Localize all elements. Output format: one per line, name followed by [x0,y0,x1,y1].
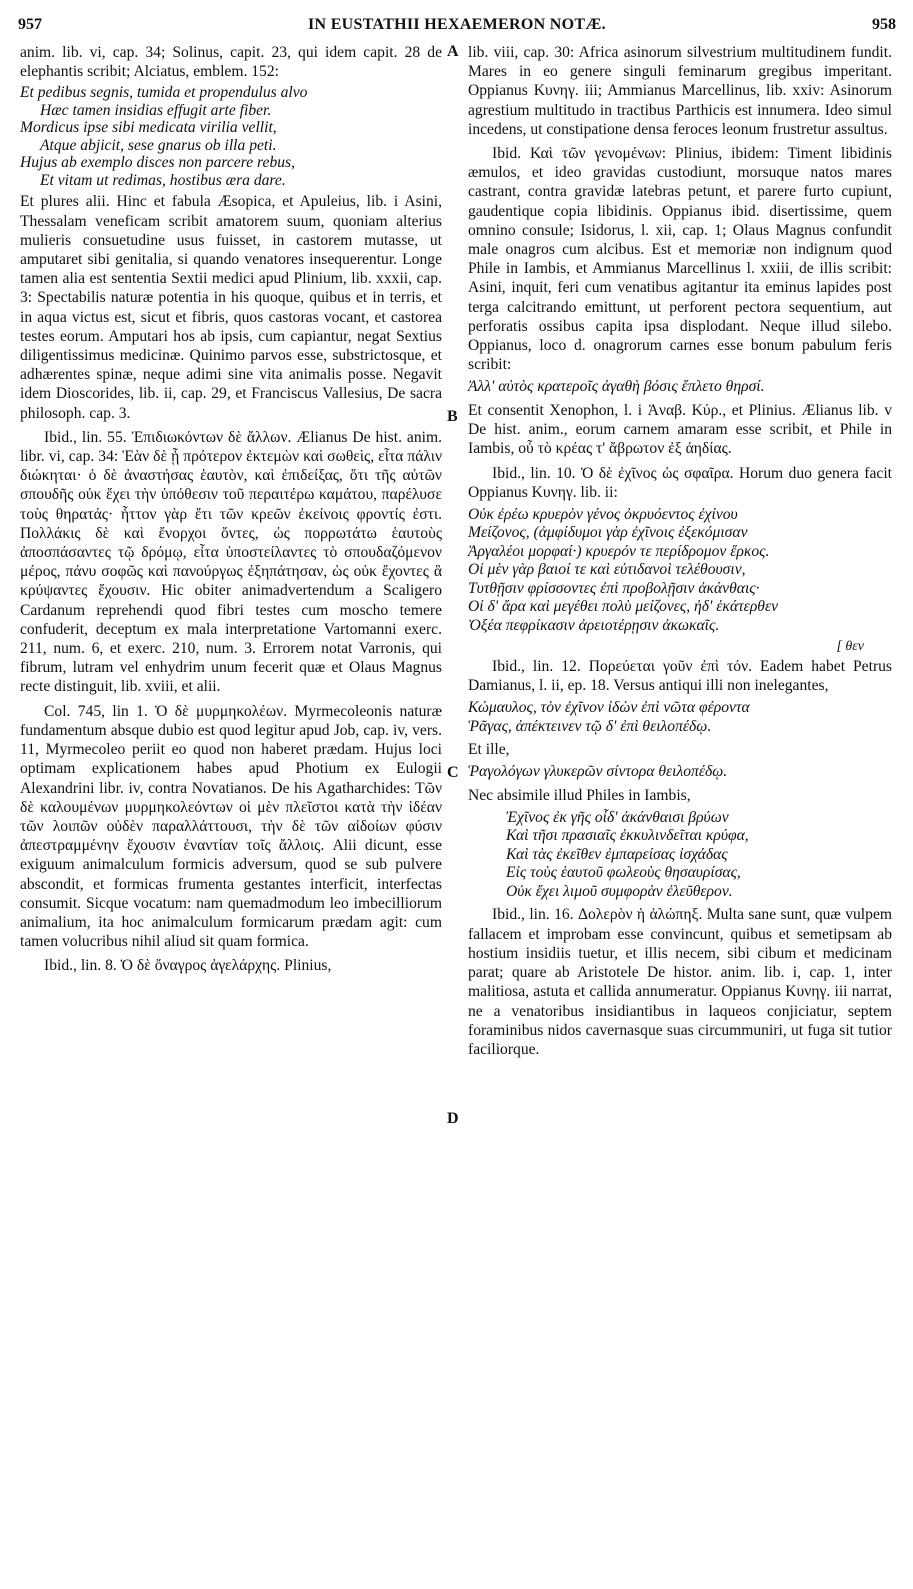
greek-verse [468,506,892,636]
paragraph: Ibid., lin. 8. Ὁ δὲ ὄναγρος ἀγελάρχης. Plinius, [44,957,332,975]
verse-line: Hujus ab exemplo disces non parcere rebus, [20,154,295,172]
verse-line: Mordicus ipse sibi medicata virilia vellit, [20,119,277,137]
verse-line: Ἀργαλέοι μορφαί·) κρυερόν τε περίδρομον ἕρκος. [468,542,770,560]
paragraph: Col. 745, lin 1. Ὁ δὲ μυρμηκολέων. Myrmecoleonis naturæ fundamentum absque dubio est quod legitur apud Job, cap. iv, vers. 11, Myrmecoleo periit eo quod non haberet prædam. Hujus loci optimam explicationem habes apud Photium ex Eulogii Alexandrini libr. iv, contra Novatianos. De his Agatharchides: Τῶν δὲ καλουμένων μυρμηκολεόντων οἱ μὲν πλεῖστοι κατὰ τὴν ἰδέαν τῶν λοιπῶν οὐδὲν παραλλάττουσι, τὴν δὲ τῶν αἰδοίων φύσιν ἀπεστραμμένην ἔχουσιν ἐναντίαν τοῖς ἄλλοις. Alii dicunt, esse exiguum animalculum formicis adversum, quod se sub pulvere abscondit, et formicas frumenta gestantes interficit, interfectas consumit. Sicque vocatum: nam quemadmodum leo imbecilliorum animalium, ita hoc animalculum formicarum prædam agit: cum tamen volucribus nihil aliud sit quam formica. [20,702,442,951]
verse-line: Atque abjicit, sese gnarus ob illa peti. [40,136,277,154]
running-header [18,16,896,38]
paragraph: Ibid., lin. 12. Πορεύεται γοῦν ἐπὶ τόν. Eadem habet Petrus Damianus, l. ii, ep. 18. Versus antiqui illi non inelegantes, [468,657,892,694]
verse-line: Ὀξέα πεφρίκασιν ἀρειοτέρῃσιν ἀκωκαῖς. [468,616,720,634]
paragraph: Ibid. Καὶ τῶν γενομένων: Plinius, ibidem: Timent libidinis æmulos, et ideo gravidas custodiunt, morsuque natos mares castrant, contra gravidæ latebras petunt, et parere furto cupiunt, gaudentique copia libidinis. Oppianus ibid. disertissime, quem omnino consule; Isidorus, l. xii, cap. 1; Olaus Magnus confundit male onagros cum alcibus. Est et memoriæ non indignum quod Phile in Iambis, et Ammianus Marcellinus l. xxiii, de illis scribit: Asini, inquit, feri cum venatibus agitantur ita eminus lapides post terga calcitrando emittunt, ut perforent pectora sequentium, aut perforatis ossibus capita ipsa displodant. Neque illud silebo. Oppianus, loco d. onagrorum carnes esse bonum pabulum feris scribit: [468,145,892,374]
verse-line: Ἐχῖνος ἐκ γῆς οἶδ' ἀκάνθαισι βρύων [506,808,729,826]
paragraph: Et ille, [468,741,510,759]
paragraph: Et plures alii. Hinc et fabula Æsopica, et Apuleius, lib. i Asini, Thessalam veneficam scribit amatorem suum, quoniam alterius mulieris consuetudine usus fuisset, in castorem mutasse, ut amputaret sibi genitalia, si quando venatores insequerentur. Longe tamen alia est sententia Sextii medici apud Plinium, lib. xxxii, cap. 3: Spectabilis naturæ potentia in his quoque, quibus et in terris, et in aqua victus est, sicut et fibris, quos castoras vocant, et castorea testes eorum. Amputari hos ab ipsis, cum capiantur, negat Sextius diligentissimus medicinæ. Quinimo parvos esse, substrictosque, et adhærentes spinæ, neque adimi sine vita animalis posse. Negavit idem Dioscorides, lib. ii, cap. 29, et Franciscus Vallesius, De sacra philosoph. cap. 3. [20,193,442,422]
left-column [20,43,442,976]
paragraph: anim. lib. vi, cap. 34; Solinus, capit. 23, qui idem capit. 28 de elephantis scribit; Alciatus, emblem. 152: [20,44,442,81]
paragraph: lib. viii, cap. 30: Africa asinorum silvestrium multitudinem fundit. Mares in eo genere singuli feminarum gregibus imperitant. Oppianus Κυνηγ. iii; Ammianus Marcellinus, lib. xxiv: Asinorum agrestium multitudo in tractibus Parthicis est innumera. Ideo simul incedens, ut constipatione densa feroces leonum frustretur assultus. [468,44,892,138]
greek-verse [468,699,892,736]
paragraph: Ibid., lin. 55. Ἐπιδιωκόντων δὲ ἄλλων. Ælianus De hist. anim. libr. vi, cap. 34: Ἐὰν δὲ ᾖ πρότερον ἐκτεμὼν καὶ σωθεὶς, εἶτα πάλιν διώκηται· ὁ δὲ ἀναστήσας ἑαυτὸν, καὶ ἐπιδείξας, ὅτι τῆς αὐτῶν σπουδῆς οὐκ ἔχει τὴν ὑπόθεσιν τοῦ περαιτέρω καμάτου, παρέλυσε τοὺς θηρατάς· ἧττον γὰρ ἔτι τῶν κρεῶν ἐκείνοις φροντίς ἐστι. Πολλάκις δὲ καὶ ἔνορχοι ὄντες, ὡς πορρωτάτω ἑαυτοὺς ἀποσπάσαντες τῷ δρόμῳ, εἶτα ὑποστείλαντες τὸ σπουδαζόμενον μέρος, πάνυ σοφῶς καὶ πανούργως ἐξηπάτησαν, ὡς οὐκ ἔχοντες ἃ κρύψαντες ἔχουσιν. Hic obiter animadvertendum a Scaligero Cardanum reprehendi quod fibri testes cum moscho temere confuderit, deceptum ex mala interpretatione Vartomanni exerc. 211, num. 6, et exerc. 210, num. 3. Errorem notat Varronis, qui fibrum, lutram vel enhydrim unum fecerit quæ et Olaus Magnus recte distinguit, lib. xviii, et alii. [20,428,442,696]
running-title: IN EUSTATHII HEXAEMERON NOTÆ. [308,16,606,33]
greek-verse: Ῥαγολόγων γλυκερῶν σίντορα θειλοπέδῳ. [468,763,728,781]
verse-line: Ῥᾶγας, ἀπέκτεινεν τῷ δ' ἐπὶ θειλοπέδῳ. [468,717,712,735]
page-number-left: 957 [18,16,42,33]
margin-mark-c: C [447,764,459,781]
line-continuation: [ θεν [836,639,864,655]
margin-mark-d: D [447,1110,459,1127]
verse-line: Εἰς τοὺς ἑαυτοῦ φωλεοὺς θησαυρίσας, [506,864,741,882]
paragraph: Et consentit Xenophon, l. i Ἀναβ. Κύρ., et Plinius. Ælianus lib. v De hist. anim., eorum carnem amaram esse scribit, et Phile in Iambis, οὗ τὸ κρέας τ' ἄβρωτον ἐξ ἀηδίας. [468,401,892,458]
paragraph: Ibid., lin. 10. Ὁ δὲ ἐχῖνος ὡς σφαῖρα. Horum duo genera facit Oppianus Κυνηγ. lib. ii: [468,464,892,501]
greek-verse: Ἀλλ' αὐτὸς κρατεροῖς ἀγαθὴ βόσις ἔπλετο θηρσί. [468,378,765,396]
verse-line: Et pedibus segnis, tumida et propendulus alvo [20,84,308,102]
greek-verse [468,809,892,902]
verse-line: Οἱ δ' ἄρα καὶ μεγέθει πολὺ μείζονες, ἠδ' ἑκάτερθεν [468,598,779,616]
verse-line: Κώμαυλος, τὸν ἐχῖνον ἰδὼν ἐπὶ νῶτα φέροντα [468,699,750,717]
verse-line: Οὐκ ἐρέω κρυερὸν γένος ὀκρυόεντος ἐχίνου [468,505,738,523]
verse-line: Τυτθῇσιν φρίσσοντες ἐπὶ προβολῇσιν ἀκάνθαις· [468,579,760,597]
verse-line: Οἱ μὲν γὰρ βαιοί τε καὶ εὐτιδανοὶ τελέθουσιν, [468,561,746,579]
page-number-right: 958 [872,16,896,33]
latin-verse [20,84,442,189]
verse-line: Hæc tamen insidias effugit arte fiber. [40,101,272,119]
verse-line: Μείζονος, (ἀμφίδυμοι γὰρ ἐχῖνοις ἐξεκόμισαν [468,524,748,542]
verse-line: Καὶ τὰς ἐκεῖθεν ἐμπαρείσας ἰσχάδας [506,845,728,863]
margin-mark-b: B [447,408,458,425]
paragraph: Nec absimile illud Philes in Iambis, [468,786,691,804]
margin-mark-a: A [447,43,459,60]
verse-line: Et vitam ut redimas, hostibus æra dare. [40,171,286,189]
verse-line: Καὶ τῆσι πρασιαῖς ἐκκυλινδεῖται κρύφα, [506,827,749,845]
right-column [468,43,892,1059]
paragraph: Ibid., lin. 16. Δολερὸν ἡ ἀλώπηξ. Multa sane sunt, quæ vulpem fallacem et improbam esse convincunt, quibus et semetipsam ab hostium insidiis tuetur, et illis necem, sibi cibum et medicinam parat; quare ab Aristotele De histor. anim. lib. i, cap. 1, inter malitiosa, astuta et callida annumeratur. Oppianus Κυνηγ. iii narrat, ne a venatoribus insidiantibus in laqueos conjiciatur, septem foraminibus nidos cavernasque suas circummuniri, ut fuga sit tutior faciliorque. [468,906,892,1058]
verse-line: Οὐκ ἔχει λιμοῦ συμφορὰν ἐλεῦθερον. [506,882,733,900]
